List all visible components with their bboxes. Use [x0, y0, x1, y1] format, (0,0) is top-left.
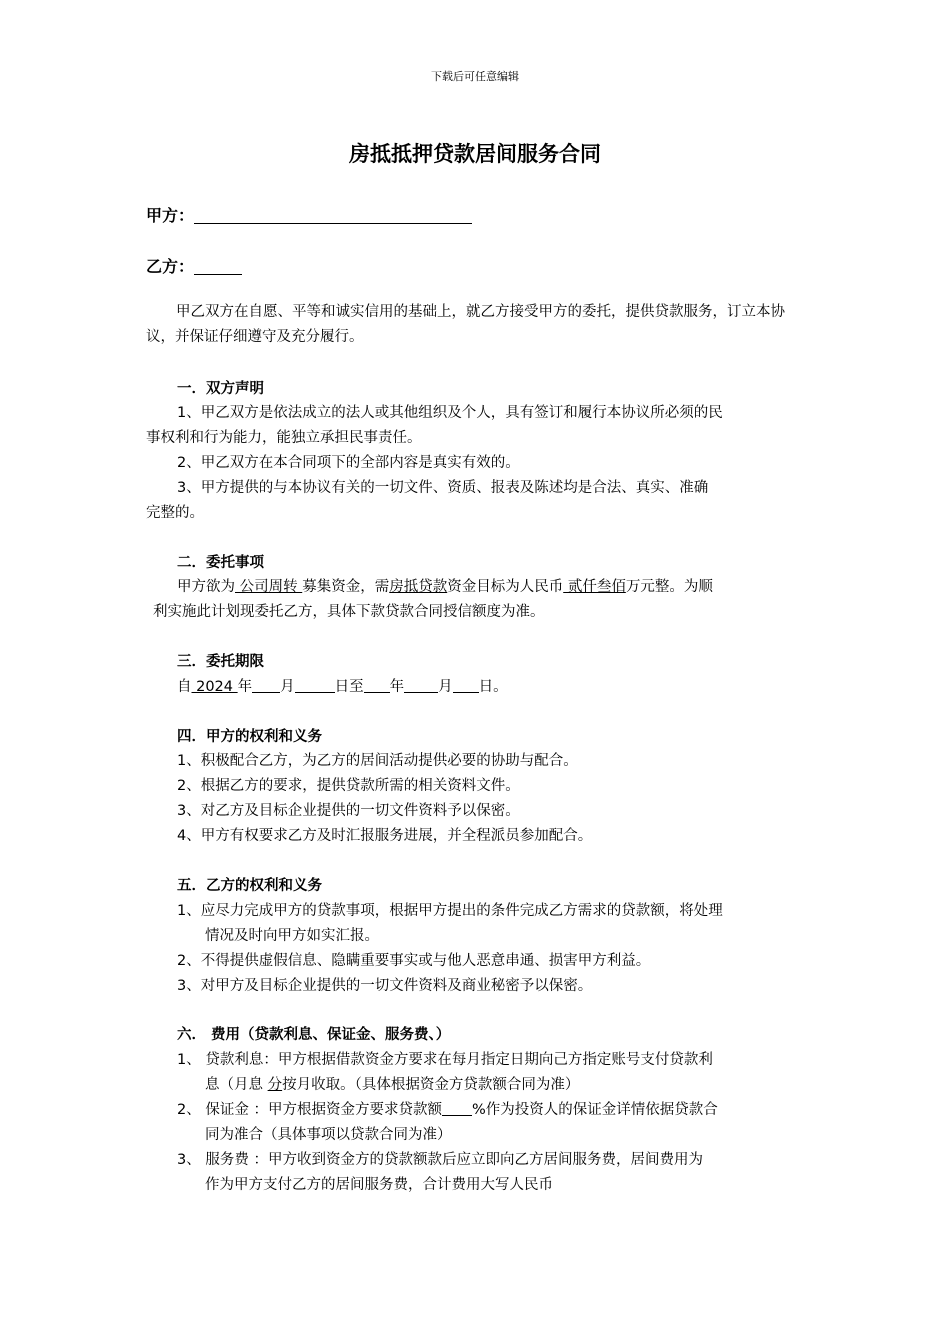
s4-item: 2、根据乙方的要求，提供贷款所需的相关资料文件。	[177, 778, 520, 794]
s1-item3-line1: 3、甲方提供的与本协议有关的一切文件、资质、报表及陈述均是合法、真实、准确	[177, 480, 709, 496]
s6-item3-line1: 3、 服务费 ：甲方收到资金方的贷款额款后应立即向乙方居间服务费，居间费用为	[177, 1152, 703, 1168]
s2-text3: 资金目标为人民币	[447, 579, 564, 595]
section-4-heading: 四．甲方的权利和义务	[177, 729, 322, 745]
party-a-label: 甲方：	[146, 206, 195, 225]
page-header: 下载后可任意编辑	[431, 70, 519, 83]
section-2-heading: 二．委托事项	[177, 555, 264, 571]
section-5-heading: 五．乙方的权利和义务	[177, 878, 322, 894]
party-b-blank	[194, 258, 242, 275]
s6-item1-text1: 息（月息	[205, 1077, 268, 1093]
s3-text-to: 日至	[334, 679, 364, 695]
s2-line1	[177, 575, 713, 596]
s1-item2: 2、甲乙双方在本合同项下的全部内容是真实有效的。	[177, 455, 520, 471]
s3-text-year2: 年	[389, 679, 405, 695]
s3-year-value: 2024	[191, 679, 238, 695]
s6-item2-text1: 2、 保证金 ：甲方根据资金方要求贷款额	[177, 1102, 442, 1118]
s3-text-year: 年	[237, 679, 253, 695]
s3-blank-day2	[453, 678, 479, 693]
s3-blank-month	[252, 678, 280, 693]
s3-text-month: 月	[280, 679, 295, 695]
s6-item2-text2: %作为投资人的保证金详情依据贷款合	[471, 1102, 718, 1118]
s2-text1: 甲方欲为	[177, 579, 235, 595]
s2-line2: 利实施此计划现委托乙方，具体下款贷款合同授信额度为准。	[153, 604, 545, 620]
s4-item: 4、甲方有权要求乙方及时汇报服务进展，并全程派员参加配合。	[177, 828, 593, 844]
s2-purpose-value: 公司周转	[235, 579, 303, 595]
s3-blank-day	[295, 678, 335, 693]
s4-item: 1、积极配合乙方，为乙方的居间活动提供必要的协助与配合。	[177, 753, 578, 769]
section-6-heading: 六． 费用（贷款利息、保证金、服务费、）	[177, 1027, 451, 1043]
document-title: 房抵抵押贷款居间服务合同	[349, 142, 601, 166]
s3-text-from: 自	[177, 679, 192, 695]
s5-item3: 3、对甲方及目标企业提供的一切文件资料及商业秘密予以保密。	[177, 978, 593, 994]
section-1-heading: 一．双方声明	[177, 381, 264, 397]
s5-item1-line2: 情况及时向甲方如实汇报。	[205, 928, 379, 944]
s3-blank-month2	[404, 678, 438, 693]
s1-item3-line2: 完整的。	[146, 505, 204, 521]
s6-item3-line2: 作为甲方支付乙方的居间服务费，合计费用大写人民币	[205, 1177, 553, 1193]
s3-blank-year2	[364, 678, 390, 693]
s5-item2: 2、不得提供虚假信息、隐瞒重要事实或与他人恶意串通、损害甲方利益。	[177, 953, 651, 969]
s5-item1-line1: 1、应尽力完成甲方的贷款事项，根据甲方提出的条件完成乙方需求的贷款额，将处理	[177, 903, 723, 919]
s4-item: 3、对乙方及目标企业提供的一切文件资料予以保密。	[177, 803, 520, 819]
s1-item1-line1: 1、甲乙双方是依法成立的法人或其他组织及个人，具有签订和履行本协议所必须的民	[177, 405, 723, 421]
s3-term-line	[177, 675, 508, 696]
s2-text4: 万元整。为顺	[625, 579, 713, 595]
s1-item1-line2: 事权利和行为能力，能独立承担民事责任。	[146, 430, 422, 446]
party-a-blank	[194, 207, 472, 224]
s6-interest-value: 分	[267, 1077, 283, 1093]
s2-text2: 募集资金，需	[302, 579, 390, 595]
s2-loan-type-value: 房抵贷款	[389, 579, 448, 595]
intro-paragraph: 甲乙双方在自愿、平等和诚实信用的基础上，就乙方接受甲方的委托，提供贷款服务，订立本协议，并保证仔细遵守及充分履行。	[146, 304, 785, 345]
s3-text-month2: 月	[438, 679, 453, 695]
s3-text-day2: 日。	[478, 679, 508, 695]
section-3-heading: 三．委托期限	[177, 654, 264, 670]
s6-item2-line2: 同为准合（具体事项以贷款合同为准）	[205, 1127, 452, 1143]
party-b-field	[146, 254, 242, 277]
s6-item1-line2	[205, 1073, 579, 1094]
party-b-label: 乙方：	[146, 257, 195, 276]
s6-deposit-blank	[442, 1101, 472, 1116]
party-a-field	[146, 203, 472, 226]
s2-amount-value: 贰仟叁佰	[563, 579, 626, 595]
s6-item1-line1: 1、 贷款利息：甲方根据借款资金方要求在每月指定日期向己方指定账号支付贷款利	[177, 1052, 713, 1068]
s6-item1-text2: 按月收取。（具体根据资金方贷款额合同为准）	[282, 1077, 580, 1093]
s6-item2-line1	[177, 1098, 718, 1119]
